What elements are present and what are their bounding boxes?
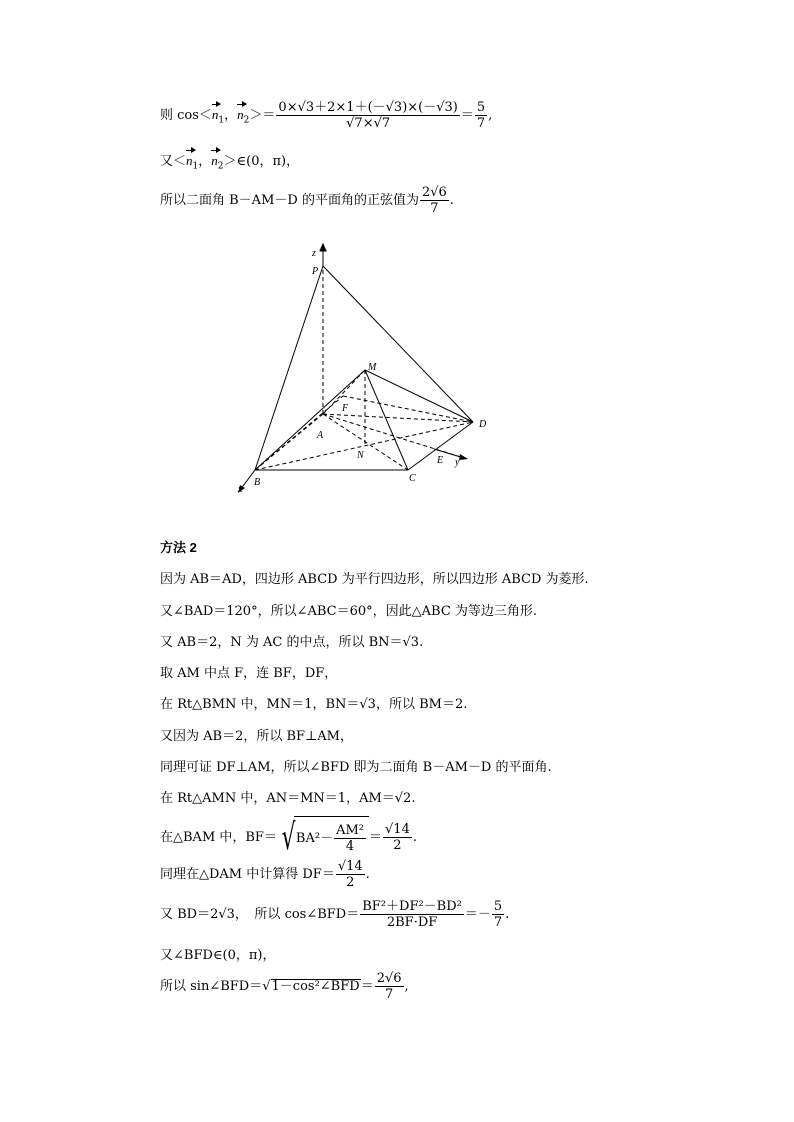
sin-bfd-prefix: 所以 sin∠BFD＝ (160, 979, 263, 994)
df-formula-line (160, 858, 370, 892)
label-N: N (357, 450, 364, 461)
edge-MC (365, 370, 408, 470)
bf-inner-frac (334, 823, 366, 854)
method2-line-3: 又 AB＝2，N 为 AC 的中点，所以 BN＝√3. (160, 635, 424, 650)
sin-bfd-result (375, 971, 404, 1002)
sine-value (420, 185, 449, 216)
cos-bfd-num: BF²＋DF²－BD² (362, 899, 462, 914)
method2-line-6: 又因为 AB＝2，所以 BF⊥AM， (160, 729, 353, 744)
sin-sqrt-body: 1－cos²∠BFD (271, 979, 360, 994)
label-F: F (342, 403, 349, 414)
cos-suffix: ＞＝ (249, 108, 276, 123)
label-C: C (409, 473, 416, 484)
cos-formula-line (160, 100, 492, 131)
bf-result (383, 822, 412, 853)
bf-formula-line (160, 816, 417, 859)
method2-line-4: 取 AM 中点 F，连 BF，DF， (160, 666, 338, 681)
separator: ， (198, 154, 212, 169)
line-end: . (505, 907, 510, 922)
range-line-1 (160, 153, 299, 175)
bf-inner-den: 4 (345, 839, 355, 854)
vector-n2: n (211, 153, 218, 168)
n2-subscript: 2 (243, 115, 250, 126)
equals: ＝ (460, 108, 474, 123)
edge-PD (323, 266, 473, 422)
pyramid-figure (228, 236, 498, 496)
bfd-range-line: 又∠BFD∈(0，π)， (160, 948, 276, 963)
range-suffix: ＞∈(0，π)， (223, 154, 300, 169)
method2-line-2: 又∠BAD＝120°，所以∠ABC＝60°，因此△ABC 为等边三角形. (160, 604, 538, 619)
sine-denominator: 7 (430, 201, 439, 216)
cos-numerator: 0×√3＋2×1＋(－√3)×(－√3) (278, 100, 458, 115)
sine-numerator: 2√6 (421, 185, 447, 200)
cos-bfd-prefix: 又 BD＝2√3， 所以 cos∠BFD＝ (160, 907, 360, 922)
radical-sign: √ (262, 979, 271, 994)
n1-subscript: 1 (218, 115, 225, 126)
sin-bfd-line (160, 970, 409, 1004)
bf-result-den: 2 (393, 838, 402, 853)
vector-n2: n (237, 107, 244, 122)
line-end: . (365, 867, 370, 882)
n2-subscript: 2 (217, 161, 224, 172)
label-A: A (317, 430, 324, 441)
df-result-num: √14 (337, 859, 363, 874)
df-result (336, 859, 365, 890)
cos-prefix: 则 cos＜ (160, 108, 212, 123)
bf-prefix: 在△BAM 中，BF＝ (160, 830, 277, 845)
y-arrow-head (459, 454, 468, 460)
cos-bfd-result-num: 5 (493, 899, 503, 914)
method2-line-7: 同理可证 DF⊥AM，所以∠BFD 即为二面角 B－AM－D 的平面角. (160, 760, 552, 775)
line-end: , (404, 979, 409, 994)
sine-conclusion-line (160, 185, 454, 216)
result-numerator: 5 (476, 100, 486, 115)
cos-result (475, 100, 487, 131)
label-z: z (312, 248, 316, 259)
equals: ＝ (369, 830, 383, 845)
cos-bfd-result-den: 7 (493, 915, 503, 930)
bf-sqrt: √BA²－ $\frac{\text{AM²}}{4}$ (277, 816, 369, 859)
label-E: E (437, 455, 444, 466)
result-denominator: 7 (476, 116, 486, 131)
separator: ， (224, 108, 238, 123)
conclusion-text: 所以二面角 B－AM－D 的平面角的正弦值为 (160, 193, 419, 208)
cos-bfd-fraction (360, 899, 464, 930)
cos-bfd-line (160, 898, 509, 932)
cos-denominator: √7×√7 (346, 116, 391, 131)
line-end: . (412, 830, 417, 845)
cos-bfd-den: 2BF·DF (386, 915, 438, 930)
sin-result-num: 2√6 (376, 971, 402, 986)
label-B: B (254, 477, 261, 488)
bf-inner: BA²－ (295, 831, 334, 846)
method2-line-1: 因为 AB＝AD，四边形 ABCD 为平行四边形，所以四边形 ABCD 为菱形. (160, 572, 589, 587)
method2-line-8: 在 Rt△AMN 中，AN＝MN＝1，AM＝√2. (160, 791, 416, 806)
label-P: P (312, 266, 319, 277)
label-x: x (238, 484, 243, 495)
df-prefix: 同理在△DAM 中计算得 DF＝ (160, 867, 335, 882)
line-end: , (488, 108, 493, 123)
method2-title: 方法 2 (160, 540, 197, 555)
df-result-den: 2 (346, 875, 355, 890)
vector-n1: n (186, 153, 193, 168)
method2-line-5: 在 Rt△BMN 中，MN＝1，BN＝√3，所以 BM＝2. (160, 697, 468, 712)
edge-MD (365, 370, 473, 422)
range-prefix: 又＜ (160, 154, 187, 169)
line-end: . (449, 193, 454, 208)
z-arrow-head (320, 244, 326, 251)
vector-n1: n (211, 107, 219, 122)
equals: ＝ (360, 979, 374, 994)
bf-result-num: √14 (385, 822, 410, 837)
n1-subscript: 1 (192, 161, 199, 172)
label-D: D (479, 419, 487, 430)
cos-fraction (276, 100, 459, 131)
bf-inner-num: AM² (336, 823, 364, 838)
sin-result-den: 7 (384, 987, 394, 1002)
equals-minus: ＝－ (464, 907, 491, 922)
cos-bfd-result (492, 899, 504, 930)
label-M: M (368, 362, 377, 373)
label-y: y (455, 457, 460, 468)
